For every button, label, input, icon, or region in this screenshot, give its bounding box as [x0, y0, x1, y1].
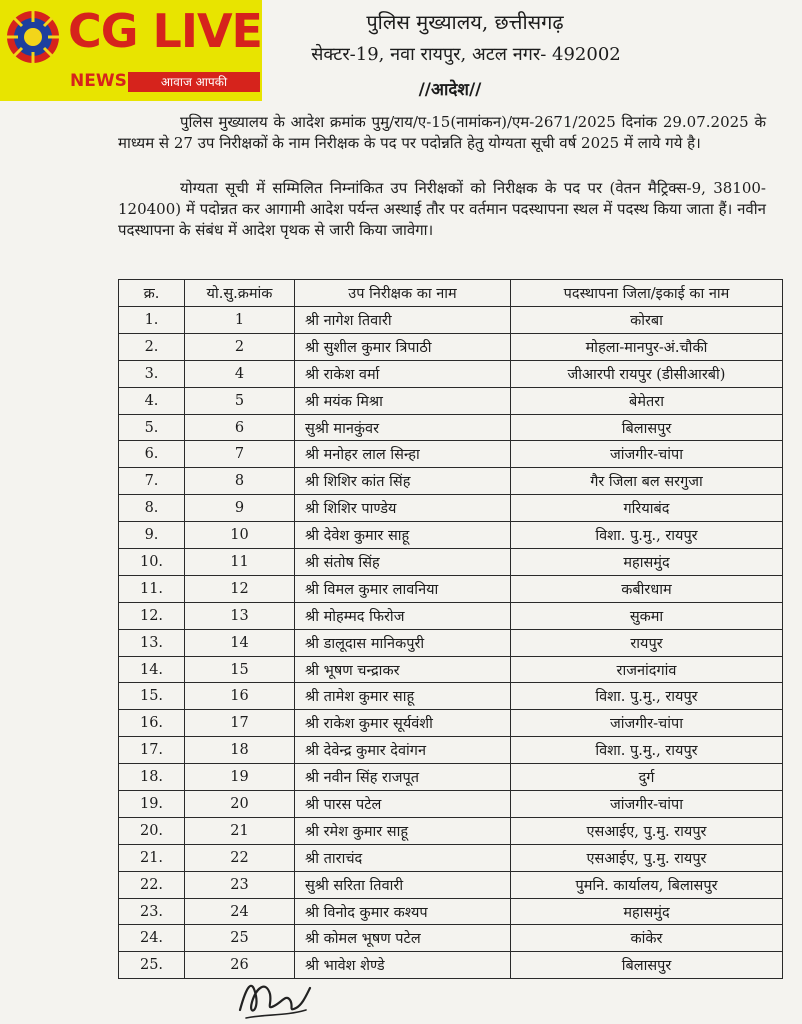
table-row — [119, 925, 783, 952]
row-serial: 16. — [119, 710, 185, 737]
table-row — [119, 683, 783, 710]
row-name: श्री राकेश कुमार सूर्यवंशी — [295, 710, 511, 737]
row-merit-rank: 10 — [185, 522, 295, 549]
promotion-table — [118, 279, 783, 979]
order-paragraph-1: पुलिस मुख्यालय के आदेश क्रमांक पुमु/राय/ए-15(नामांकन)/एम-2671/2025 दिनांक 29.07.2025 के माध्यम से 27 उप निरीक्षकों के नाम निरीक्षक के पद पर पदोन्नति हेतु योग्यता सूची वर्ष 2025 में लाये गये है। — [118, 113, 766, 152]
row-serial: 2. — [119, 333, 185, 360]
row-posting: पुमनि. कार्यालय, बिलासपुर — [511, 871, 783, 898]
row-name: श्री देवेश कुमार साहू — [295, 522, 511, 549]
row-merit-rank: 26 — [185, 952, 295, 979]
cg-live-news-logo — [0, 0, 262, 101]
row-posting: जांजगीर-चांपा — [511, 710, 783, 737]
row-posting: गैर जिला बल सरगुजा — [511, 468, 783, 495]
row-name: श्री मयंक मिश्रा — [295, 387, 511, 414]
row-name: सुश्री मानकुंवर — [295, 414, 511, 441]
row-posting: गरियाबंद — [511, 495, 783, 522]
table-row — [119, 629, 783, 656]
row-name: श्री नवीन सिंह राजपूत — [295, 764, 511, 791]
row-merit-rank: 9 — [185, 495, 295, 522]
table-row — [119, 414, 783, 441]
row-name: श्री तामेश कुमार साहू — [295, 683, 511, 710]
row-posting: जांजगीर-चांपा — [511, 791, 783, 818]
row-serial: 13. — [119, 629, 185, 656]
table-row — [119, 791, 783, 818]
table-row — [119, 952, 783, 979]
row-merit-rank: 4 — [185, 360, 295, 387]
row-serial: 25. — [119, 952, 185, 979]
row-serial: 10. — [119, 549, 185, 576]
row-name: श्री पारस पटेल — [295, 791, 511, 818]
row-serial: 4. — [119, 387, 185, 414]
logo-brand: CG LIVE — [68, 4, 262, 58]
table-row — [119, 307, 783, 334]
row-name: सुश्री सरिता तिवारी — [295, 871, 511, 898]
row-merit-rank: 23 — [185, 871, 295, 898]
row-serial: 21. — [119, 844, 185, 871]
row-name: श्री मनोहर लाल सिन्हा — [295, 441, 511, 468]
header-name: उप निरीक्षक का नाम — [295, 280, 511, 307]
row-posting: बिलासपुर — [511, 414, 783, 441]
table-row — [119, 360, 783, 387]
office-address: सेक्टर-19, नवा रायपुर, अटल नगर- 492002 — [311, 44, 621, 65]
row-posting: जांजगीर-चांपा — [511, 441, 783, 468]
table-header-row — [119, 280, 783, 307]
row-posting: बेमेतरा — [511, 387, 783, 414]
row-merit-rank: 24 — [185, 898, 295, 925]
table-row — [119, 495, 783, 522]
row-posting: रायपुर — [511, 629, 783, 656]
header-merit-rank: यो.सु.क्रमांक — [185, 280, 295, 307]
row-serial: 8. — [119, 495, 185, 522]
row-posting: राजनांदगांव — [511, 656, 783, 683]
row-posting: महासमुंद — [511, 898, 783, 925]
row-posting: महासमुंद — [511, 549, 783, 576]
row-merit-rank: 15 — [185, 656, 295, 683]
table-row — [119, 549, 783, 576]
row-posting: विशा. पु.मु., रायपुर — [511, 522, 783, 549]
table-row — [119, 817, 783, 844]
row-serial: 11. — [119, 575, 185, 602]
row-name: श्री भूषण चन्द्राकर — [295, 656, 511, 683]
table-row — [119, 441, 783, 468]
table-row — [119, 871, 783, 898]
header-posting: पदस्थापना जिला/इकाई का नाम — [511, 280, 783, 307]
row-posting: सुकमा — [511, 602, 783, 629]
header-serial: क्र. — [119, 280, 185, 307]
row-name: श्री राकेश वर्मा — [295, 360, 511, 387]
table-row — [119, 522, 783, 549]
table-row — [119, 575, 783, 602]
row-merit-rank: 16 — [185, 683, 295, 710]
table-row — [119, 602, 783, 629]
row-serial: 9. — [119, 522, 185, 549]
row-serial: 15. — [119, 683, 185, 710]
row-merit-rank: 13 — [185, 602, 295, 629]
row-merit-rank: 7 — [185, 441, 295, 468]
table-row — [119, 656, 783, 683]
row-name: श्री मोहम्मद फिरोज — [295, 602, 511, 629]
row-name: श्री सुशील कुमार त्रिपाठी — [295, 333, 511, 360]
table-row — [119, 333, 783, 360]
row-posting: एसआईए, पु.मु. रायपुर — [511, 817, 783, 844]
row-name: श्री कोमल भूषण पटेल — [295, 925, 511, 952]
row-serial: 1. — [119, 307, 185, 334]
row-serial: 3. — [119, 360, 185, 387]
row-serial: 20. — [119, 817, 185, 844]
row-merit-rank: 1 — [185, 307, 295, 334]
row-serial: 24. — [119, 925, 185, 952]
table-row — [119, 764, 783, 791]
table-row — [119, 737, 783, 764]
row-merit-rank: 8 — [185, 468, 295, 495]
row-name: श्री शिशिर कांत सिंह — [295, 468, 511, 495]
row-posting: जीआरपी रायपुर (डीसीआरबी) — [511, 360, 783, 387]
row-posting: मोहला-मानपुर-अं.चौकी — [511, 333, 783, 360]
row-posting: विशा. पु.मु., रायपुर — [511, 683, 783, 710]
row-merit-rank: 21 — [185, 817, 295, 844]
row-name: श्री नागेश तिवारी — [295, 307, 511, 334]
row-posting: विशा. पु.मु., रायपुर — [511, 737, 783, 764]
table-row — [119, 844, 783, 871]
row-name: श्री शिशिर पाण्डेय — [295, 495, 511, 522]
logo-news: NEWS — [70, 71, 127, 91]
row-merit-rank: 12 — [185, 575, 295, 602]
row-name: श्री विनोद कुमार कश्यप — [295, 898, 511, 925]
row-posting: कांकेर — [511, 925, 783, 952]
row-merit-rank: 20 — [185, 791, 295, 818]
row-serial: 18. — [119, 764, 185, 791]
row-name: श्री विमल कुमार लावनिया — [295, 575, 511, 602]
row-name: श्री संतोष सिंह — [295, 549, 511, 576]
table-row — [119, 468, 783, 495]
row-merit-rank: 25 — [185, 925, 295, 952]
table-row — [119, 898, 783, 925]
row-posting: दुर्ग — [511, 764, 783, 791]
office-title: पुलिस मुख्यालय, छत्तीसगढ़ — [366, 10, 564, 34]
row-merit-rank: 2 — [185, 333, 295, 360]
globe-icon — [6, 10, 60, 64]
row-name: श्री रमेश कुमार साहू — [295, 817, 511, 844]
row-name: श्री भावेश शेण्डे — [295, 952, 511, 979]
row-name: श्री देवेन्द्र कुमार देवांगन — [295, 737, 511, 764]
order-paragraph-2: योग्यता सूची में सम्मिलित निम्नांकित उप निरीक्षकों को निरीक्षक के पद पर (वेतन मैट्रिक्स-9, 38100-120400) में पदोन्नत कर आगामी आदेश पर्यन्त अस्थाई तौर पर वर्तमान पदस्थापना स्थल में पदस्थ किया जाता हैं। नवीन पदस्थापना के संबंध में आदेश पृथक से जारी किया जावेगा। — [118, 179, 766, 239]
row-posting: कोरबा — [511, 307, 783, 334]
row-serial: 22. — [119, 871, 185, 898]
row-name: श्री डालूदास मानिकपुरी — [295, 629, 511, 656]
row-merit-rank: 6 — [185, 414, 295, 441]
row-serial: 17. — [119, 737, 185, 764]
row-serial: 6. — [119, 441, 185, 468]
row-serial: 7. — [119, 468, 185, 495]
row-merit-rank: 22 — [185, 844, 295, 871]
table-row — [119, 387, 783, 414]
logo-tagline: आवाज आपकी — [128, 72, 260, 92]
table-row — [119, 710, 783, 737]
row-serial: 14. — [119, 656, 185, 683]
row-merit-rank: 14 — [185, 629, 295, 656]
row-posting: एसआईए, पु.मु. रायपुर — [511, 844, 783, 871]
row-merit-rank: 5 — [185, 387, 295, 414]
signature — [226, 966, 322, 1022]
row-name: श्री ताराचंद — [295, 844, 511, 871]
row-merit-rank: 19 — [185, 764, 295, 791]
row-serial: 19. — [119, 791, 185, 818]
row-merit-rank: 11 — [185, 549, 295, 576]
row-merit-rank: 17 — [185, 710, 295, 737]
row-merit-rank: 18 — [185, 737, 295, 764]
row-serial: 5. — [119, 414, 185, 441]
row-posting: बिलासपुर — [511, 952, 783, 979]
row-posting: कबीरधाम — [511, 575, 783, 602]
row-serial: 23. — [119, 898, 185, 925]
order-heading: //आदेश// — [418, 80, 482, 100]
row-serial: 12. — [119, 602, 185, 629]
